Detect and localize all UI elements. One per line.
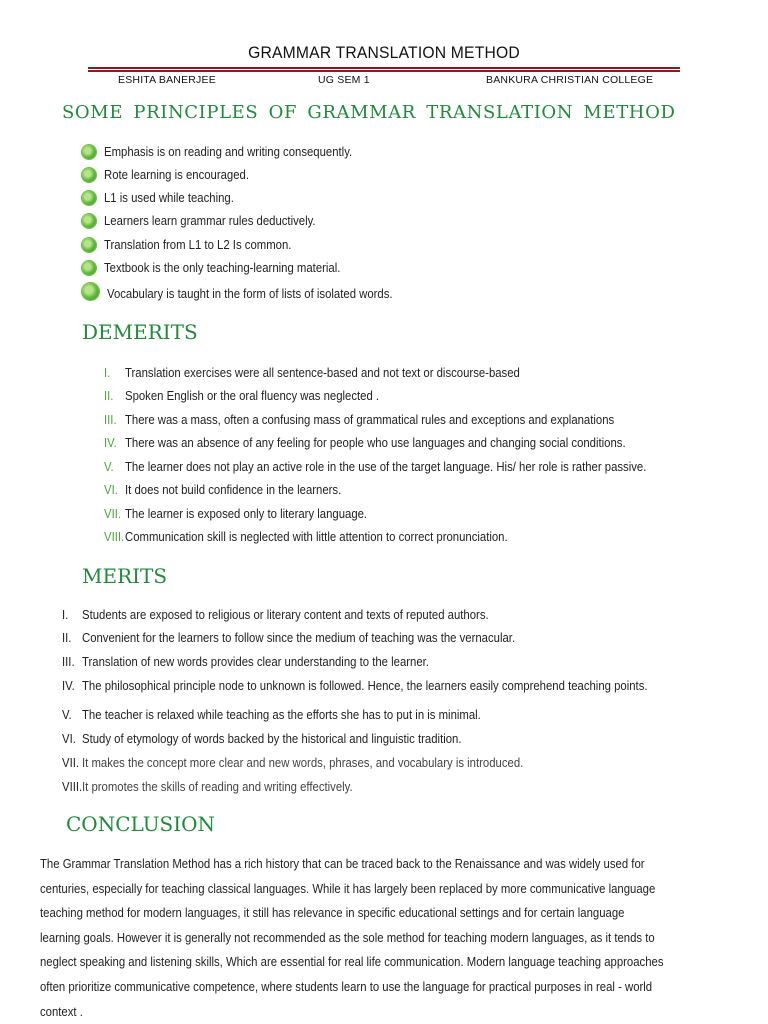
principle-item: Translation from L1 to L2 Is common.: [104, 237, 292, 252]
merit-numeral: V.: [62, 707, 72, 722]
bullet-icon: [82, 283, 99, 300]
demerit-item: The learner does not play an active role in the use of the target language. His/ her role is rather passive.: [125, 459, 647, 474]
bullet-icon: [82, 191, 96, 205]
demerit-item: There was an absence of any feeling for people who use languages and changing social conditions.: [125, 435, 626, 450]
semester-label: UG SEM 1: [318, 74, 370, 86]
conclusion-line: neglect speaking and listening skills, Which are essential for real life communication. Modern language teaching approaches: [40, 954, 664, 970]
merit-numeral: II.: [62, 630, 72, 645]
principle-item: Vocabulary is taught in the form of lists of isolated words.: [107, 286, 393, 301]
merit-numeral: III.: [62, 654, 75, 669]
principle-item: Textbook is the only teaching-learning material.: [104, 260, 341, 275]
demerit-numeral: VIII.: [104, 529, 125, 544]
merit-item: It makes the concept more clear and new words, phrases, and vocabulary is introduced.: [82, 755, 524, 770]
conclusion-paragraph: [40, 852, 728, 1024]
bullet-icon: [82, 261, 96, 275]
conclusion-heading: CONCLUSION: [66, 812, 216, 836]
demerit-numeral: V.: [104, 459, 114, 474]
merits-heading: MERITS: [82, 564, 168, 588]
principle-item: Learners learn grammar rules deductively.: [104, 213, 316, 228]
merit-item: The philosophical principle node to unknown is followed. Hence, the learners easily comprehend teaching points.: [82, 678, 648, 693]
bullet-icon: [82, 214, 96, 228]
merit-item: The teacher is relaxed while teaching as the efforts she has to put in is minimal.: [82, 707, 481, 722]
demerit-numeral: III.: [104, 412, 117, 427]
merit-numeral: IV.: [62, 678, 75, 693]
conclusion-line: learning goals. However it is generally not recommended as the sole method for teaching modern languages, as it tends to: [40, 929, 655, 945]
demerit-item: The learner is exposed only to literary language.: [125, 506, 368, 521]
demerit-item: Spoken English or the oral fluency was neglected .: [125, 388, 380, 403]
bullet-icon: [82, 145, 96, 159]
principles-heading: SOME PRINCIPLES OF GRAMMAR TRANSLATION METHOD: [62, 102, 676, 123]
conclusion-line: centuries, especially for teaching classical languages. While it has largely been replaced by more communicative language: [40, 880, 656, 896]
document-title: GRAMMAR TRANSLATION METHOD: [248, 44, 520, 62]
principle-item: Emphasis is on reading and writing consequently.: [104, 144, 353, 159]
bullet-icon: [82, 238, 96, 252]
college-name: BANKURA CHRISTIAN COLLEGE: [486, 74, 654, 86]
header-rule-top: [88, 67, 680, 69]
demerit-numeral: VII.: [104, 506, 122, 521]
merit-numeral: I.: [62, 607, 69, 622]
demerit-numeral: II.: [104, 388, 114, 403]
conclusion-line: The Grammar Translation Method has a rich history that can be traced back to the Renaissance and was widely used for: [40, 856, 645, 871]
merit-item: It promotes the skills of reading and writing effectively.: [82, 779, 353, 794]
merit-numeral: VI.: [62, 731, 76, 746]
demerit-numeral: IV.: [104, 435, 117, 450]
demerit-item: Communication skill is neglected with little attention to correct pronunciation.: [125, 529, 508, 544]
merit-numeral: VIII.: [62, 779, 83, 794]
conclusion-line: context .: [40, 1003, 83, 1019]
demerit-numeral: I.: [104, 365, 111, 380]
header-rule-bottom: [88, 70, 680, 72]
bullet-icon: [82, 168, 96, 182]
demerit-item: It does not build confidence in the learners.: [125, 482, 342, 497]
merit-item: Translation of new words provides clear understanding to the learner.: [82, 654, 429, 669]
merit-item: Study of etymology of words backed by the historical and linguistic tradition.: [82, 731, 462, 746]
principle-item: Rote learning is encouraged.: [104, 167, 250, 182]
principle-item: L1 is used while teaching.: [104, 190, 234, 205]
demerits-heading: DEMERITS: [82, 320, 198, 344]
merit-item: Students are exposed to religious or literary content and texts of reputed authors.: [82, 607, 489, 622]
demerit-numeral: VI.: [104, 482, 118, 497]
merit-numeral: VII.: [62, 755, 80, 770]
demerit-item: Translation exercises were all sentence-based and not text or discourse-based: [125, 365, 520, 380]
demerit-item: There was a mass, often a confusing mass of grammatical rules and exceptions and explanations: [125, 412, 615, 427]
author-name: ESHITA BANERJEE: [118, 74, 216, 86]
conclusion-line: teaching method for modern languages, it still has relevance in specific educational settings and for certain language: [40, 905, 625, 921]
merit-item: Convenient for the learners to follow since the medium of teaching was the vernacular.: [82, 630, 516, 645]
conclusion-line: often prioritize communicative competence, where students learn to use the language for practical purposes in real - world: [40, 978, 653, 994]
